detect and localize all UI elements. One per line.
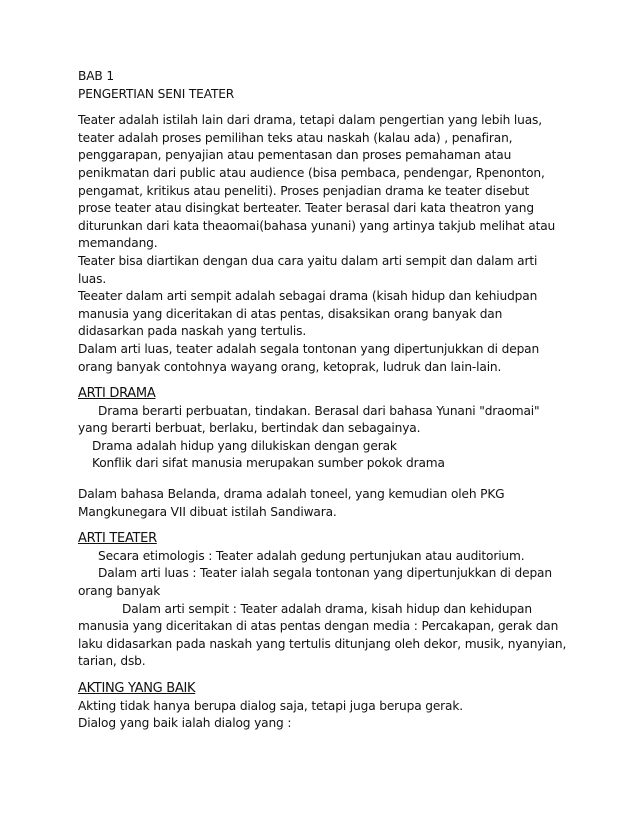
chapter-label: BAB 1 xyxy=(78,69,114,83)
paragraph-line: Dalam bahasa Belanda, drama adalah toneel, yang kemudian oleh PKG xyxy=(78,487,505,502)
paragraph-line: Akting tidak hanya berupa dialog saja, tetapi juga berupa gerak. xyxy=(78,698,463,713)
paragraph-line: orang banyak xyxy=(78,584,161,599)
section-heading: ARTI DRAMA xyxy=(78,386,156,402)
section-akting xyxy=(78,680,558,733)
paragraph-line: Drama adalah hidup yang dilukiskan dengan gerak xyxy=(92,438,397,453)
paragraph-line: penggarapan, penyajian atau pementasan dan proses pemahaman atau xyxy=(78,148,512,163)
paragraph-line: Mangkunegara VII dibuat istilah Sandiwara. xyxy=(78,504,337,519)
chapter-title: PENGERTIAN SENI TEATER xyxy=(78,86,235,101)
paragraph-line: pengamat, kritikus atau peneliti). Proses penjadian drama ke teater disebut xyxy=(78,183,530,198)
paragraph-line: luas. xyxy=(78,271,107,286)
paragraph-line: didasarkan pada naskah yang tertulis. xyxy=(78,324,307,339)
paragraph-line: Dalam arti luas : Teater ialah segala tontonan yang dipertunjukkan di depan xyxy=(98,566,552,581)
paragraph-line: manusia yang diceritakan di atas pentas dengan media : Percakapan, gerak dan xyxy=(78,619,559,634)
paragraph-line: tarian, dsb. xyxy=(78,654,146,669)
paragraph-line: teater adalah proses pemilihan teks atau naskah (kalau ada) , penafiran, xyxy=(78,130,513,145)
paragraph-line: Konflik dari sifat manusia merupakan sumber pokok drama xyxy=(92,456,445,471)
paragraph-line: Dalam arti sempit : Teater adalah drama, kisah hidup dan kehidupan xyxy=(122,601,532,616)
section-heading: ARTI TEATER xyxy=(78,531,157,547)
paragraph-line: prose teater atau disingkat berteater. Teater berasal dari kata theatron yang xyxy=(78,201,534,216)
paragraph-line: orang banyak contohnya wayang orang, ketoprak, ludruk dan lain-lain. xyxy=(78,359,502,374)
document-page xyxy=(78,68,567,733)
paragraph-line: Secara etimologis : Teater adalah gedung pertunjukan atau auditorium. xyxy=(98,548,525,563)
paragraph-line: Dialog yang baik ialah dialog yang : xyxy=(78,716,292,731)
paragraph-line: penikmatan dari public atau audience (bisa pembaca, pendengar, Rpenonton, xyxy=(78,165,545,180)
paragraph-line: manusia yang diceritakan di atas pentas, disaksikan orang banyak dan xyxy=(78,306,503,321)
paragraph-line: diturunkan dari kata theaomai(bahasa yunani) yang artinya takjub melihat atau xyxy=(78,218,556,233)
paragraph-line: Teater adalah istilah lain dari drama, tetapi dalam pengertian yang lebih luas, xyxy=(78,113,542,128)
section-heading: AKTING YANG BAIK xyxy=(78,681,196,696)
paragraph-line: yang berarti berbuat, berlaku, bertindak dan sebagainya. xyxy=(78,421,421,436)
paragraph-line: Teeater dalam arti sempit adalah sebagai drama (kisah hidup dan kehiudpan xyxy=(78,289,538,304)
paragraph-line: Dalam arti luas, teater adalah segala tontonan yang dipertunjukkan di depan xyxy=(78,341,540,356)
paragraph-line: Drama berarti perbuatan, tindakan. Berasal dari bahasa Yunani "draomai" xyxy=(98,403,540,418)
paragraph-line: laku didasarkan pada naskah yang tertulis ditunjang oleh dekor, musik, nyanyian, xyxy=(78,636,567,651)
section-pengertian xyxy=(78,112,558,376)
section-arti-drama xyxy=(78,385,558,521)
paragraph-line: Teater bisa diartikan dengan dua cara yaitu dalam arti sempit dan dalam arti xyxy=(78,253,538,268)
section-arti-teater xyxy=(78,530,567,671)
paragraph-line: memandang. xyxy=(78,236,158,251)
